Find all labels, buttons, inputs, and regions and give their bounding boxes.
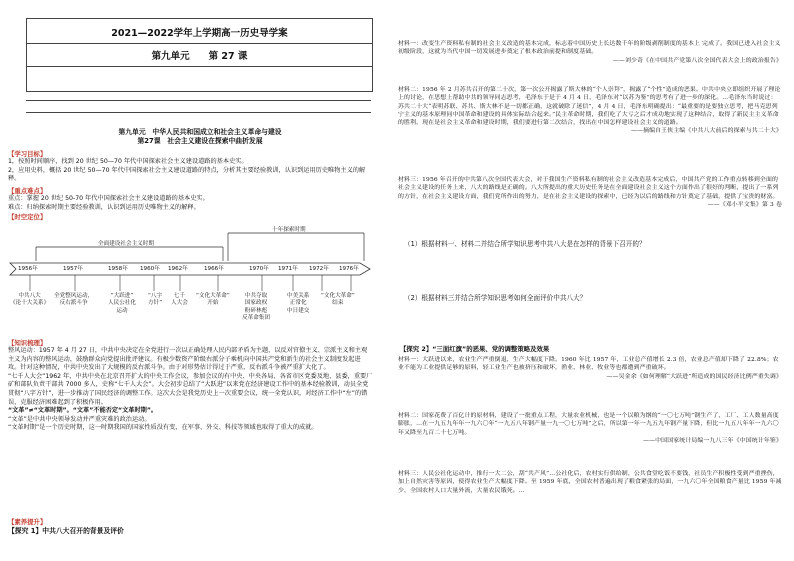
knowledge-text	[8, 347, 373, 433]
material-text: 材料一：改变生产资料私有制的社会主义改造的基本完成，标志着中国历史上长达数千年的阶级剥削制度的基本上 完成了。我国已进入社会主义初级阶段，这就为当代中国一切发展进步奠定了根本政治前提和制度基础。	[398, 41, 781, 56]
year-label: 1958年	[108, 266, 128, 272]
lesson-number: 第九单元 第 27 课	[151, 51, 248, 62]
material-3	[398, 176, 782, 209]
material-text: 材料三：人民公社化运动中，推行一大二公，刮“共产风”…公社化后，农村实行供给制，公共食堂吃饭不要钱，社员生产积极性受到严重挫伤，加上自然灾害等原因，使得农业生产大幅度下降。至 1959 年底，全国农村普遍出现了粮食紧张的局面，一九六〇年全国粮食产量比 1959 年减少，全国农村人口大量外流，大量农民饿死。…	[398, 471, 782, 494]
year-label: 1970年	[249, 266, 269, 272]
period-label-1: 全面建设社会主义时期	[98, 241, 154, 247]
material-4	[398, 356, 782, 381]
year-label: 1966年	[204, 266, 224, 272]
explore-2-heading: 【探究 2】“三面红旗”的恶果、党的调整策略及效果	[400, 345, 550, 353]
event-label: “八字 方针”	[148, 293, 163, 307]
divider	[26, 112, 371, 113]
knowledge-paragraph: 整风运动：1957 年 4 月 27 日，中共中央决定在全党进行一次以正确处理人民内部矛盾为主题，以反对官僚主义、宗派主义和主观主义为内容的整风运动，鼓励群众向党提出批评建议。有极少数资产阶级右派分子乘机向中国共产党和新生的社会主义制度发起进攻。针对这种情况，中共中央发出了大规模的反右派斗争。由于对形势估计得过于严重，反右派斗争被严重扩大化了。	[8, 347, 368, 372]
event-label: “文化大革命” 开始	[196, 293, 230, 307]
timeline	[8, 221, 374, 331]
year-label: 1962年	[168, 266, 188, 272]
year-label: 1972年	[309, 266, 329, 272]
header-box	[26, 18, 373, 92]
event-label: 全党整风运动， 反右派斗争	[54, 293, 94, 307]
lesson-title: 第27课 社会主义建设在探索中曲折发展	[137, 137, 263, 145]
event-label: 中共八大 《论十大关系》	[10, 293, 50, 307]
event-label: 中美关系 正常化 中日建交	[287, 293, 310, 314]
event-label: 中共夺取 国家政权 粉碎林彪 反革命集团	[242, 293, 270, 322]
knowledge-paragraph: “文革”≠“文革时期”。“文革”不能否定“文革时期”。	[8, 407, 158, 415]
year-label: 1971年	[278, 266, 298, 272]
material-text: 材料二：国家花费了百亿计的原材料，建设了一批重点工程，大量农业机械，也是一个以粮为纲的“一〇七万吨”钢生产了，工厂、工人数量高度膨胀，…在一九五九年年一九六〇年“一九五八年钢产量一九一〇七万吨”之后，所以第一年一九五九年钢产量下降，但比一九五八年年一九六〇年又降至九百二十七万吨。	[398, 413, 779, 436]
material-text: 材料三：1956 年召开的中共第八次全国代表大会，对于我国生产资料私有制的社会主义改造基本完成后，中国共产党的工作重点转移到全面的社会主义建设的任务上来，八大的路线是正确的。八大所提出的重大历史任务是在全面建设社会主义这个方面作出了很好的判断，提出了一系列的方针，在社会主义建设方面，我们党所作出的努力，是在社会主义建设的探索中，已经为以后的路线和方针奠定了基础，提供了宝贵的财富。	[398, 177, 779, 200]
material-source: ——刘少奇《在中国共产党第八次全国代表大会上的政治报告》	[612, 57, 782, 64]
key-item: 重点：掌握 20 世纪 50-70 年代中国探索社会主义建设道路的基本史实。	[8, 195, 209, 202]
material-6	[398, 470, 782, 495]
divider	[26, 100, 371, 101]
section-knowledge-label: 【知识梳理】	[8, 339, 47, 347]
period-label-2: 十年探索时期	[272, 227, 306, 233]
worksheet-title: 2021—2022学年上学期高一历史导学案	[111, 28, 288, 39]
question-2: （2）根据材料三并结合所学知识思考如何全面评价中共八大？	[404, 294, 587, 302]
year-label: 1956年	[18, 266, 38, 272]
year-label: 1960年	[140, 266, 160, 272]
material-source: ——吴金余《如何理解“大跃进”所造成的国民经济比例严重失调》	[606, 373, 782, 380]
right-column	[398, 0, 786, 561]
section-timeline-label: 【时空定位】	[8, 213, 47, 221]
unit-title: 第九单元 中华人民共和国成立和社会主义革命与建设	[118, 128, 282, 136]
goals-text	[8, 158, 373, 184]
year-label: 1957年	[63, 266, 83, 272]
material-source: ——《邓小平文集》第 3 卷	[707, 201, 782, 208]
section-key-label: 【重点难点】	[8, 187, 47, 195]
event-label: “大跃进” 人民公社化 运动	[108, 293, 136, 314]
section-goals-label: 【学习目标】	[8, 150, 47, 158]
question-1: （1）根据材料一、材料二并结合所学知识思考中共八大是在怎样的背景下召开的？	[404, 240, 646, 248]
knowledge-paragraph: “七千人大会”1962 年，中共中央在北京召开扩大的中央工作会议，参加会议的有中央、中央各局、各省市区党委及地、县委，重要厂矿和部队负责干部共 7000 多人，史称“七千人大会”。大会初步总结了“大跃进”以来党在经济建设工作中的基本经验教训，动员全党贯彻“八字方针”，进一步推动了国民经济的调整工作。这次大会是我党历史上一次重要会议，统一全党认识，对经济工作中“左”的错误，克服经济困难起到了积极作用。	[8, 372, 373, 406]
event-label: 七千 人大会	[171, 293, 188, 307]
unit-heading	[30, 128, 370, 146]
material-text: 材料一：大跃进以来，农业生产严重倒退，生产大幅度下降。1960 年比 1957 年，工业总产值增长 2.3 倍，农业总产值却下降了 22.8%；农业不能为工业提供足够的原料，轻工业生产也被挤压和破坏，渔业、林业、牧业等也都遭到严重破坏。	[398, 357, 779, 372]
year-label: 1976年	[339, 266, 359, 272]
material-5	[398, 412, 782, 445]
goal-item: 2，应用史料，概括 20 世纪 50—70 年代中国探索社会主义建设道路的特点，分析其主要经验教训，认识到运用历史唯物主义的解释。	[8, 166, 366, 183]
material-2	[398, 86, 782, 136]
material-text: 材料二：1956 年 2 月苏共召开的第二十次，第一次公开揭露了斯大林的“个人崇拜”，揭露了“个性”造成的恶果。中共中央立即组织开展了理论上的讨论，在思想上帮助中共的领导同志思考，毛泽东于是于 4 月 4 日，毛泽东对“以苏为鉴”的思考有了进一步的深化。…毛泽东当时说过：苏共二十大“表明苏联、苏共、斯大林不是一切都正确，这就破除了迷信”，4 月 4 日，毛泽东明确提出：“最重要的是要独立思考，把马克思列宁主义的基本原理同中国革命和建设的具体实际结合起来。”民主革命时期，我们吃了大亏之后才成功地实现了这种结合，取得了新民主主义革命的胜利，现在是社会主义革命和建设时期，我们要进行第二次结合，找出在中国怎样建设社会主义的道路。	[398, 87, 781, 127]
key-text	[8, 195, 373, 212]
key-item: 难点：归纳探索时期主要经验教训，认识到运用历史唯物主义的解释。	[8, 203, 200, 211]
explore-1-heading: 【探究 1】中共八大召开的背景及评价	[8, 527, 124, 535]
material-source: ——摘编自王侠主编《中共八大前后的探索与共二十大》	[630, 128, 782, 135]
event-label: “文化大革命” 结束	[321, 293, 355, 307]
section-improve-label: 【素养提升】	[8, 518, 47, 526]
timeline-graphic	[8, 221, 374, 331]
material-1	[398, 40, 782, 65]
goal-item: 1，按照时间顺序，找到 20 世纪 50—70 年代中国探索社会主义建设道路的基本史实。	[8, 158, 248, 165]
material-source: ——中国国家统计局编一九八三年《中国统计年鉴》	[643, 437, 782, 444]
knowledge-paragraph: “文革时期”是一个历史时期，这一时期我国的国家性质没有变，在军事、外交、科技等领域也取得了重大的成就。	[8, 424, 318, 432]
knowledge-paragraph: “文革”是中共中央领导发动并严重灾难的政治运动。	[8, 415, 151, 423]
